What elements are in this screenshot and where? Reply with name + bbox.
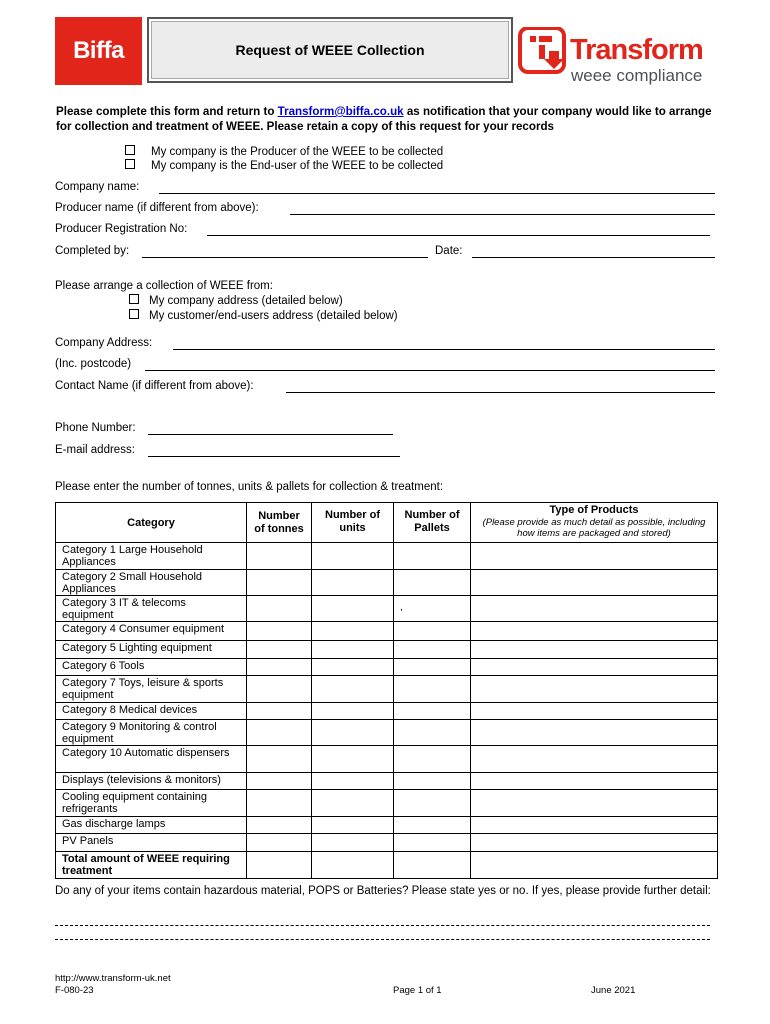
- pallets-cell[interactable]: [394, 817, 471, 834]
- pallets-cell[interactable]: [394, 543, 471, 570]
- checkbox[interactable]: [129, 309, 139, 319]
- tonnes-cell[interactable]: [247, 703, 312, 720]
- tonnes-cell[interactable]: [247, 746, 312, 773]
- category-label: Category 1 Large Household Appliances: [56, 543, 247, 570]
- company-name-label: Company name:: [55, 181, 140, 193]
- tonnes-cell[interactable]: [247, 676, 312, 703]
- table-row: [56, 703, 718, 720]
- table-row: [56, 641, 718, 659]
- collection-option-company[interactable]: [129, 294, 343, 307]
- units-cell[interactable]: [312, 596, 394, 622]
- category-label: Category 8 Medical devices: [56, 703, 247, 720]
- tonnes-cell[interactable]: [247, 720, 312, 746]
- email-input[interactable]: [148, 456, 400, 457]
- type-cell[interactable]: [471, 543, 718, 570]
- category-label: Category 5 Lighting equipment: [56, 641, 247, 659]
- type-cell[interactable]: [471, 834, 718, 852]
- units-cell[interactable]: [312, 834, 394, 852]
- category-label: Category 10 Automatic dispensers: [56, 746, 247, 773]
- header-type-title: Type of Products: [549, 504, 639, 516]
- table-row: [56, 817, 718, 834]
- type-cell[interactable]: [471, 746, 718, 773]
- type-cell[interactable]: [471, 641, 718, 659]
- type-cell[interactable]: [471, 659, 718, 676]
- hazard-answer-line-1[interactable]: [55, 925, 710, 926]
- weee-table: [55, 502, 718, 879]
- table-row: [56, 746, 718, 773]
- category-label: Category 4 Consumer equipment: [56, 622, 247, 641]
- pallets-cell[interactable]: [394, 834, 471, 852]
- biffa-logo: [55, 17, 142, 85]
- pallets-cell[interactable]: [394, 641, 471, 659]
- collection-option-customer[interactable]: [129, 309, 398, 322]
- pallets-cell[interactable]: [394, 659, 471, 676]
- type-cell[interactable]: [471, 596, 718, 622]
- footer-url[interactable]: http://www.transform-uk.net: [55, 973, 171, 984]
- units-cell[interactable]: [312, 746, 394, 773]
- phone-input[interactable]: [148, 434, 393, 435]
- type-cell[interactable]: [471, 790, 718, 817]
- units-cell[interactable]: [312, 659, 394, 676]
- total-row: [56, 852, 718, 879]
- contact-name-input[interactable]: [286, 392, 715, 393]
- table-header-row: [56, 503, 718, 543]
- type-cell[interactable]: [471, 703, 718, 720]
- date-input[interactable]: [472, 257, 715, 258]
- producer-reg-label: Producer Registration No:: [55, 223, 188, 235]
- collection-prompt: Please arrange a collection of WEEE from:: [55, 280, 273, 292]
- units-cell[interactable]: [312, 676, 394, 703]
- title-box: [147, 17, 513, 83]
- contact-name-label: Contact Name (if different from above):: [55, 380, 254, 392]
- type-cell[interactable]: [471, 622, 718, 641]
- biffa-logo-text: Biffa: [73, 37, 124, 64]
- type-cell[interactable]: [471, 676, 718, 703]
- type-cell[interactable]: [471, 570, 718, 596]
- table-row: [56, 543, 718, 570]
- date-label: Date:: [435, 245, 463, 257]
- total-units-cell[interactable]: [312, 852, 394, 879]
- email-link[interactable]: Transform@biffa.co.uk: [277, 105, 404, 118]
- pallets-cell[interactable]: [394, 773, 471, 790]
- hazard-question: Do any of your items contain hazardous material, POPS or Batteries? Please state yes or no. If yes, please provide further detail:: [55, 885, 711, 897]
- pallets-cell[interactable]: [394, 703, 471, 720]
- category-label: Gas discharge lamps: [56, 817, 247, 834]
- footer-code: F-080-23: [55, 985, 94, 996]
- checkbox[interactable]: [129, 294, 139, 304]
- table-row: [56, 790, 718, 817]
- tonnes-cell[interactable]: [247, 596, 312, 622]
- category-label: Category 2 Small Household Appliances: [56, 570, 247, 596]
- tonnes-cell[interactable]: [247, 543, 312, 570]
- units-cell[interactable]: [312, 817, 394, 834]
- checkbox[interactable]: [125, 145, 135, 155]
- header-category: Category: [56, 503, 247, 543]
- type-cell[interactable]: [471, 720, 718, 746]
- units-cell[interactable]: [312, 773, 394, 790]
- table-intro: Please enter the number of tonnes, units & pallets for collection & treatment:: [55, 481, 444, 493]
- pallets-cell[interactable]: [394, 676, 471, 703]
- role-option-producer[interactable]: [125, 145, 443, 158]
- table-row: [56, 676, 718, 703]
- company-address-input[interactable]: [173, 349, 715, 350]
- tonnes-cell[interactable]: [247, 790, 312, 817]
- intro-text-1: Please complete this form and return to: [56, 105, 278, 118]
- units-cell[interactable]: [312, 703, 394, 720]
- category-label: PV Panels: [56, 834, 247, 852]
- tonnes-cell[interactable]: [247, 641, 312, 659]
- category-label: Displays (televisions & monitors): [56, 773, 247, 790]
- pallets-cell[interactable]: [394, 790, 471, 817]
- email-label: E-mail address:: [55, 444, 135, 456]
- tonnes-cell[interactable]: [247, 834, 312, 852]
- hazard-answer-line-2[interactable]: [55, 939, 710, 940]
- phone-label: Phone Number:: [55, 422, 136, 434]
- header-type: [471, 503, 718, 543]
- table-row: [56, 834, 718, 852]
- postcode-label: (Inc. postcode): [55, 358, 132, 370]
- intro-text-2: as notification that your company would like to arrange for collection and treatment of WEEE. Please retain a copy of this request for your records: [56, 105, 712, 133]
- option-label: My company is the End-user of the WEEE to be collected: [151, 160, 444, 172]
- header-pallets: Number of Pallets: [394, 503, 471, 543]
- option-label: My customer/end-users address (detailed below): [149, 310, 398, 322]
- units-cell[interactable]: [312, 622, 394, 641]
- stray-mark: ,: [400, 602, 403, 613]
- total-pallets-cell[interactable]: [394, 852, 471, 879]
- footer-page: Page 1 of 1: [393, 985, 442, 996]
- total-type-cell[interactable]: [471, 852, 718, 879]
- pallets-cell[interactable]: [394, 622, 471, 641]
- table-row: [56, 596, 718, 622]
- pallets-cell[interactable]: [394, 720, 471, 746]
- producer-name-label: Producer name (if different from above):: [55, 202, 259, 214]
- producer-name-input[interactable]: [290, 214, 715, 215]
- producer-reg-input[interactable]: [207, 235, 710, 236]
- units-cell[interactable]: [312, 790, 394, 817]
- category-label: Cooling equipment containing refrigerants: [56, 790, 247, 817]
- header-units: Number of units: [312, 503, 394, 543]
- tonnes-cell[interactable]: [247, 773, 312, 790]
- pallets-cell[interactable]: [394, 746, 471, 773]
- units-cell[interactable]: [312, 641, 394, 659]
- table-row: [56, 622, 718, 641]
- table-row: [56, 659, 718, 676]
- completed-by-input[interactable]: [142, 257, 428, 258]
- pallets-cell[interactable]: [394, 570, 471, 596]
- header-tonnes: Number of tonnes: [247, 503, 312, 543]
- category-label: Category 7 Toys, leisure & sports equipment: [56, 676, 247, 703]
- page-title: Request of WEEE Collection: [235, 42, 425, 58]
- type-cell[interactable]: [471, 773, 718, 790]
- units-cell[interactable]: [312, 570, 394, 596]
- role-option-end-user[interactable]: [125, 159, 443, 172]
- tonnes-cell[interactable]: [247, 622, 312, 641]
- units-cell[interactable]: [312, 543, 394, 570]
- footer-date: June 2021: [591, 985, 636, 996]
- total-label: Total amount of WEEE requiring treatment: [56, 852, 247, 879]
- company-name-input[interactable]: [159, 193, 715, 194]
- transform-logo-word: Transform: [570, 34, 703, 66]
- total-tonnes-cell[interactable]: [247, 852, 312, 879]
- header-type-note: (Please provide as much detail as possible, including how items are packaged and stored): [482, 517, 706, 539]
- completed-by-label: Completed by:: [55, 245, 130, 257]
- table-row: [56, 773, 718, 790]
- tonnes-cell[interactable]: [247, 817, 312, 834]
- option-label: My company is the Producer of the WEEE to be collected: [151, 146, 444, 158]
- category-label: Category 3 IT & telecoms equipment: [56, 596, 247, 622]
- tonnes-cell[interactable]: [247, 659, 312, 676]
- pallets-cell[interactable]: [394, 596, 471, 622]
- table-row: [56, 720, 718, 746]
- type-cell[interactable]: [471, 817, 718, 834]
- checkbox[interactable]: [125, 159, 135, 169]
- table-row: [56, 570, 718, 596]
- tonnes-cell[interactable]: [247, 570, 312, 596]
- option-label: My company address (detailed below): [149, 295, 343, 307]
- category-label: Category 9 Monitoring & control equipment: [56, 720, 247, 746]
- transform-logo-sub: weee compliance: [571, 66, 703, 85]
- company-address-label: Company Address:: [55, 337, 153, 349]
- category-label: Category 6 Tools: [56, 659, 247, 676]
- postcode-input[interactable]: [145, 370, 715, 371]
- intro-paragraph: [56, 104, 716, 134]
- units-cell[interactable]: [312, 720, 394, 746]
